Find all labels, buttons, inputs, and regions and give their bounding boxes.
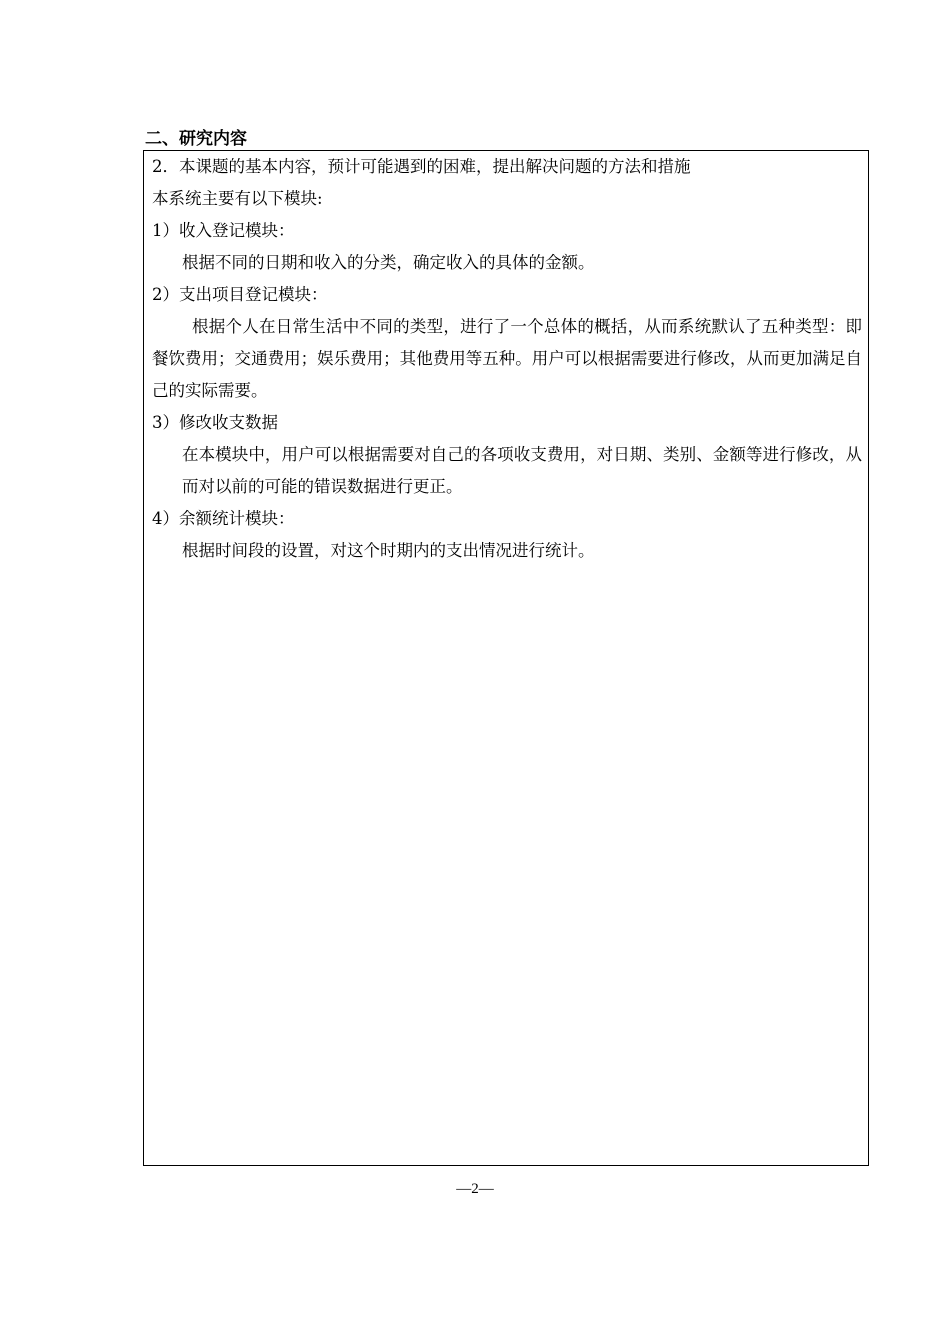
page-number: —2— xyxy=(456,1181,494,1197)
module-title: 1）收入登记模块： xyxy=(152,221,295,240)
section-heading: 二、研究内容 xyxy=(145,129,247,149)
content-box xyxy=(143,150,869,1166)
module-body: 根据不同的日期和收入的分类，确定收入的具体的金额。 xyxy=(182,253,595,272)
content-body xyxy=(152,151,862,567)
module-title: 4）余额统计模块： xyxy=(152,509,295,528)
module-body: 在本模块中，用户可以根据需要对自己的各项收支费用，对日期、类别、金额等进行修改，从而对以前的可能的错误数据进行更正。 xyxy=(182,445,862,496)
module-body: 根据个人在日常生活中不同的类型，进行了一个总体的概括，从而系统默认了五种类型：即餐饮费用；交通费用；娱乐费用；其他费用等五种。用户可以根据需要进行修改，从而更加满足自己的实际需要。 xyxy=(152,317,862,400)
module-body: 根据时间段的设置，对这个时期内的支出情况进行统计。 xyxy=(182,541,595,560)
module-title: 2）支出项目登记模块： xyxy=(152,285,328,304)
intro-title: 2．本课题的基本内容，预计可能遇到的困难，提出解决问题的方法和措施 xyxy=(152,157,691,176)
intro-text: 本系统主要有以下模块: xyxy=(152,189,323,208)
module-title: 3）修改收支数据 xyxy=(152,413,278,432)
